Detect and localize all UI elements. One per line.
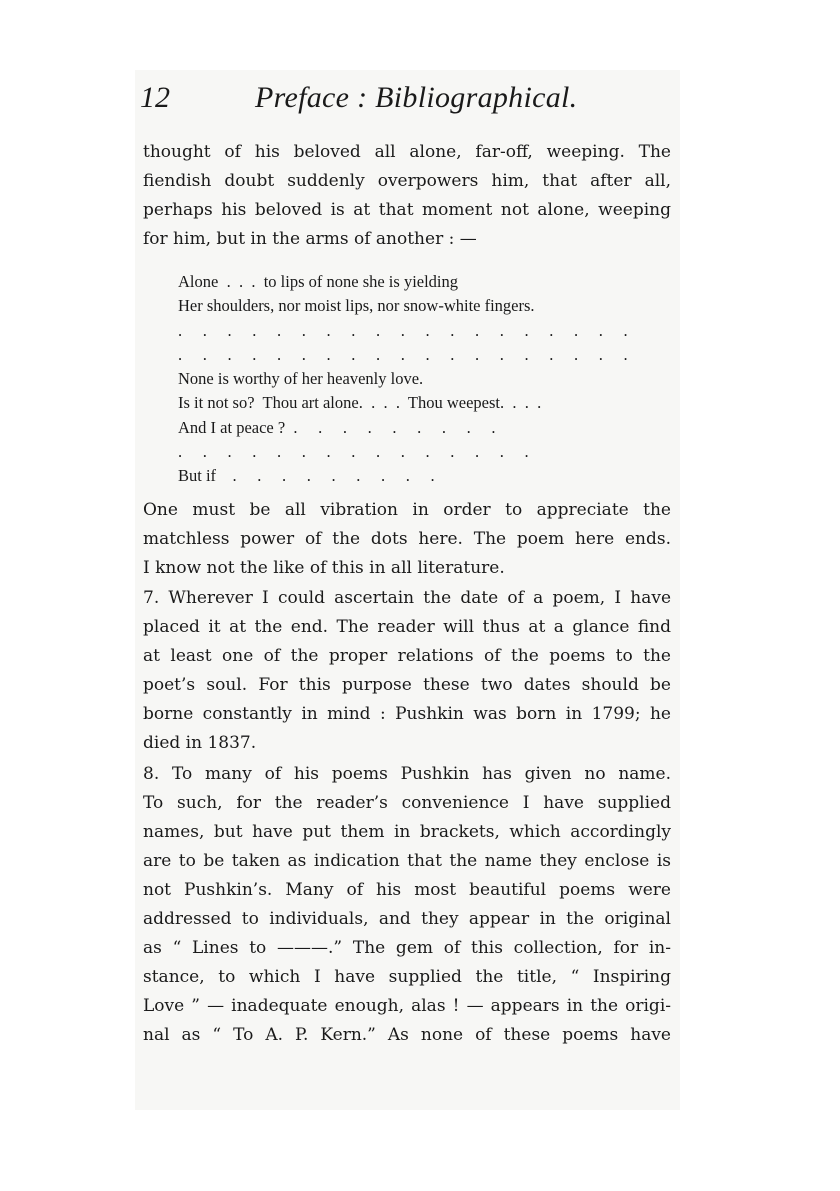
text-line: One must be all vibration in order to appreciate the [143, 500, 671, 520]
text-line: names, but have put them in brackets, which accordingly [143, 822, 671, 842]
ellipsis-line: . . . . . . . . . . . . . . . . . . . [178, 344, 628, 364]
text-line: borne constantly in mind : Pushkin was born in 1799; he [143, 704, 671, 724]
text-line: not Pushkin’s. Many of his most beautiful poems were [143, 880, 671, 900]
text-line: for him, but in the arms of another : — [143, 229, 477, 249]
text-line: at least one of the proper relations of the poems to the [143, 646, 671, 666]
text-line: died in 1837. [143, 733, 257, 753]
text-line: 8. To many of his poems Pushkin has given no name. [143, 764, 671, 784]
text-line: are to be taken as indication that the name they enclose is [143, 851, 671, 871]
text-line: perhaps his beloved is at that moment not alone, weeping [143, 200, 671, 220]
ellipsis-line: . . . . . . . . . . . . . . . [178, 442, 529, 462]
text-line: addressed to individuals, and they appear in the original [143, 909, 671, 929]
paragraph-8-names [143, 760, 671, 1050]
text-line: as “ Lines to ———.” The gem of this collection, for in- [143, 938, 671, 958]
text-line: 7. Wherever I could ascertain the date of a poem, I have [143, 588, 671, 608]
paragraph-7-dates [143, 584, 671, 758]
paragraph-vibration [143, 496, 671, 583]
text-line: nal as “ To A. P. Kern.” As none of these poems have [143, 1025, 671, 1045]
running-title: Preface : Bibliographical. [255, 81, 578, 114]
poem-line: Her shoulders, nor moist lips, nor snow-white fingers. [178, 296, 535, 316]
page-number: 12 [140, 81, 170, 114]
poem-line: Alone . . . to lips of none she is yielding [178, 272, 459, 291]
poem-excerpt [178, 270, 678, 489]
text-line: placed it at the end. The reader will thus at a glance find [143, 617, 671, 637]
running-header [140, 78, 680, 118]
poem-line: But if . . . . . . . . . [178, 466, 435, 486]
text-line: To such, for the reader’s convenience I have supplied [143, 793, 671, 813]
text-line: poet’s soul. For this purpose these two dates should be [143, 675, 671, 695]
text-line: thought of his beloved all alone, far-off, weeping. The [143, 142, 671, 162]
paragraph-intro [143, 138, 671, 254]
poem-line: Is it not so? Thou art alone. . . . Thou weepest. . . . [178, 393, 542, 413]
poem-line: And I at peace ? . . . . . . . . . [178, 417, 496, 437]
ellipsis-line: . . . . . . . . . . . . . . . . . . . [178, 320, 628, 340]
text-line: matchless power of the dots here. The poem here ends. [143, 529, 671, 549]
poem-line: None is worthy of her heavenly love. [178, 369, 424, 389]
text-line: stance, to which I have supplied the title, “ Inspiring [143, 967, 671, 987]
text-line: I know not the like of this in all literature. [143, 558, 505, 578]
text-line: Love ” — inadequate enough, alas ! — appears in the origi- [143, 996, 671, 1016]
text-line: fiendish doubt suddenly overpowers him, that after all, [143, 171, 671, 191]
